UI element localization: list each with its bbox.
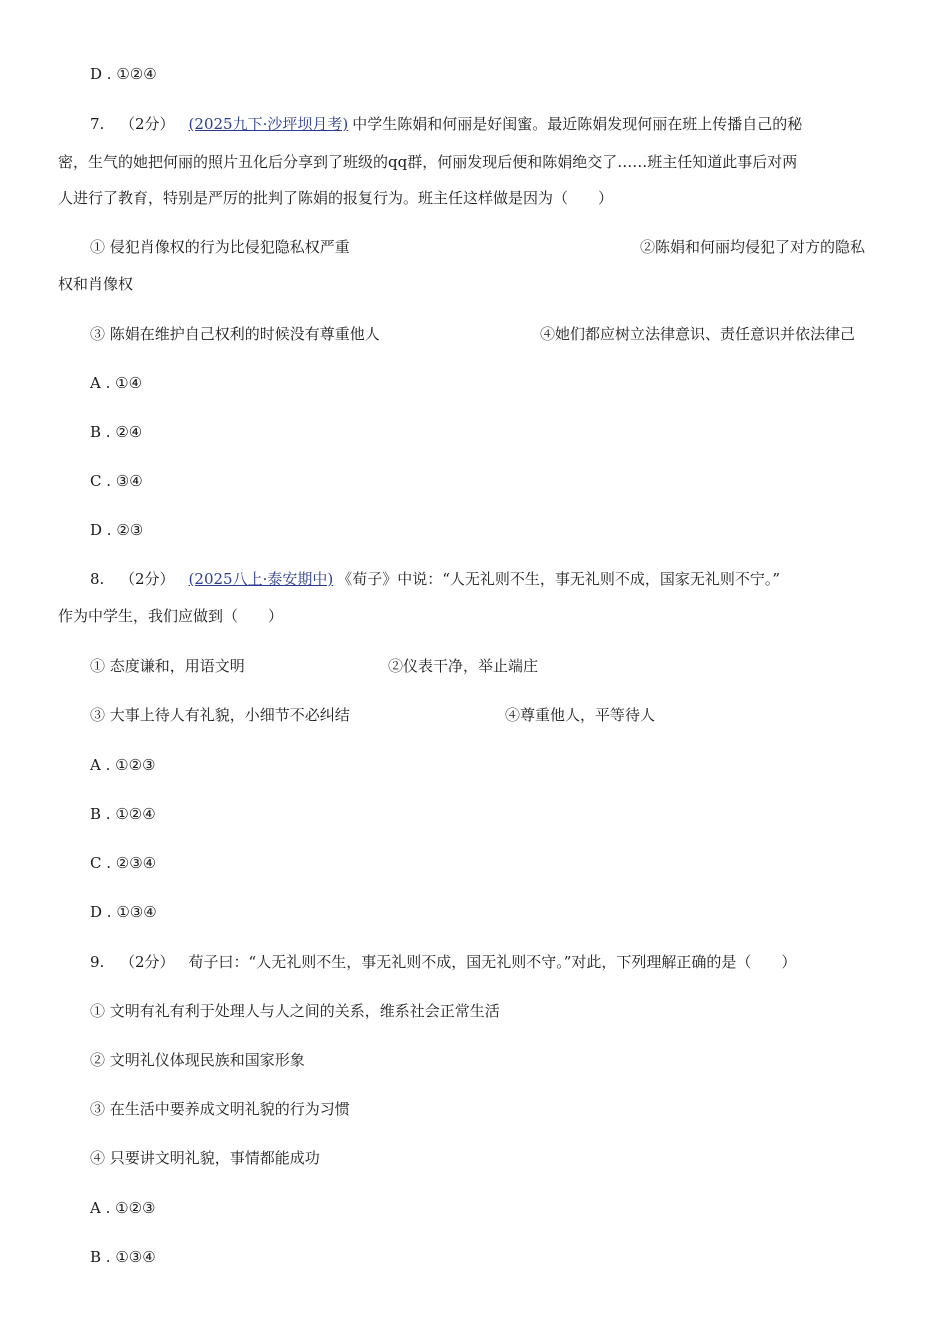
q8-option-d[interactable]: D . ①③④: [90, 903, 157, 921]
q8-statement-3: ③ 大事上待人有礼貌，小细节不必纠结: [90, 706, 350, 724]
q9-option-b[interactable]: B . ①③④: [90, 1248, 156, 1266]
q9-stem: [90, 952, 796, 972]
q8-stem-line2: 作为中学生，我们应做到（ ）: [58, 607, 284, 625]
q7-option-b[interactable]: B . ②④: [90, 423, 143, 441]
q7-statement-4: ④她们都应树立法律意识、责任意识并依法律己: [540, 325, 856, 343]
q7-number: 7.: [90, 115, 105, 133]
q7-statement-2-cont: 权和肖像权: [58, 275, 134, 293]
q7-option-d[interactable]: D . ②③: [90, 521, 144, 539]
q9-stem-text: 荀子曰：“人无礼则不生，事无礼则不成，国无礼则不守。”对此，下列理解正确的是（ ）: [188, 953, 797, 971]
q7-points: （2分）: [120, 115, 175, 133]
q7-stem-line3: 人进行了教育，特别是严厉的批判了陈娟的报复行为。班主任这样做是因为（ ）: [58, 189, 614, 207]
q8-points: （2分）: [120, 570, 175, 588]
q8-statement-4: ④尊重他人，平等待人: [505, 706, 656, 724]
q9-option-a[interactable]: A . ①②③: [90, 1199, 156, 1217]
q7-option-c[interactable]: C . ③④: [90, 472, 143, 490]
q7-stem-line1: [90, 114, 802, 134]
q7-stem-line2: 密，生气的她把何丽的照片丑化后分享到了班级的qq群，何丽发现后便和陈娟绝交了……班主任知道此事后对两: [58, 153, 798, 171]
q9-points: （2分）: [120, 953, 175, 971]
q9-statement-4: ④ 只要讲文明礼貌，事情都能成功: [90, 1149, 320, 1167]
q7-source-link[interactable]: (2025九下·沙坪坝月考): [188, 115, 349, 133]
q9-statement-1: ① 文明有礼有利于处理人与人之间的关系，维系社会正常生活: [90, 1002, 500, 1020]
q8-statement-2: ②仪表干净，举止端庄: [388, 657, 539, 675]
q7-statement-1: ① 侵犯肖像权的行为比侵犯隐私权严重: [90, 238, 350, 256]
q8-stem-text: 《荀子》中说：“人无礼则不生，事无礼则不成，国家无礼则不宁。”: [337, 570, 781, 588]
q7-stem-text: 中学生陈娟和何丽是好闺蜜。最近陈娟发现何丽在班上传播自己的秘: [352, 115, 803, 133]
q7-statement-2: ②陈娟和何丽均侵犯了对方的隐私: [640, 238, 866, 256]
q8-option-a[interactable]: A . ①②③: [90, 756, 156, 774]
q8-number: 8.: [90, 570, 105, 588]
q8-option-b[interactable]: B . ①②④: [90, 805, 156, 823]
q7-option-a[interactable]: A . ①④: [90, 374, 143, 392]
q8-statement-1: ① 态度谦和，用语文明: [90, 657, 245, 675]
q9-number: 9.: [90, 953, 105, 971]
q7-statement-3: ③ 陈娟在维护自己权利的时候没有尊重他人: [90, 325, 380, 343]
q9-statement-3: ③ 在生活中要养成文明礼貌的行为习惯: [90, 1100, 350, 1118]
q8-stem-line1: [90, 569, 780, 589]
q8-option-c[interactable]: C . ②③④: [90, 854, 157, 872]
q6-option-d[interactable]: D . ①②④: [90, 65, 157, 83]
q9-statement-2: ② 文明礼仪体现民族和国家形象: [90, 1051, 305, 1069]
q8-source-link[interactable]: (2025八上·泰安期中): [188, 570, 334, 588]
